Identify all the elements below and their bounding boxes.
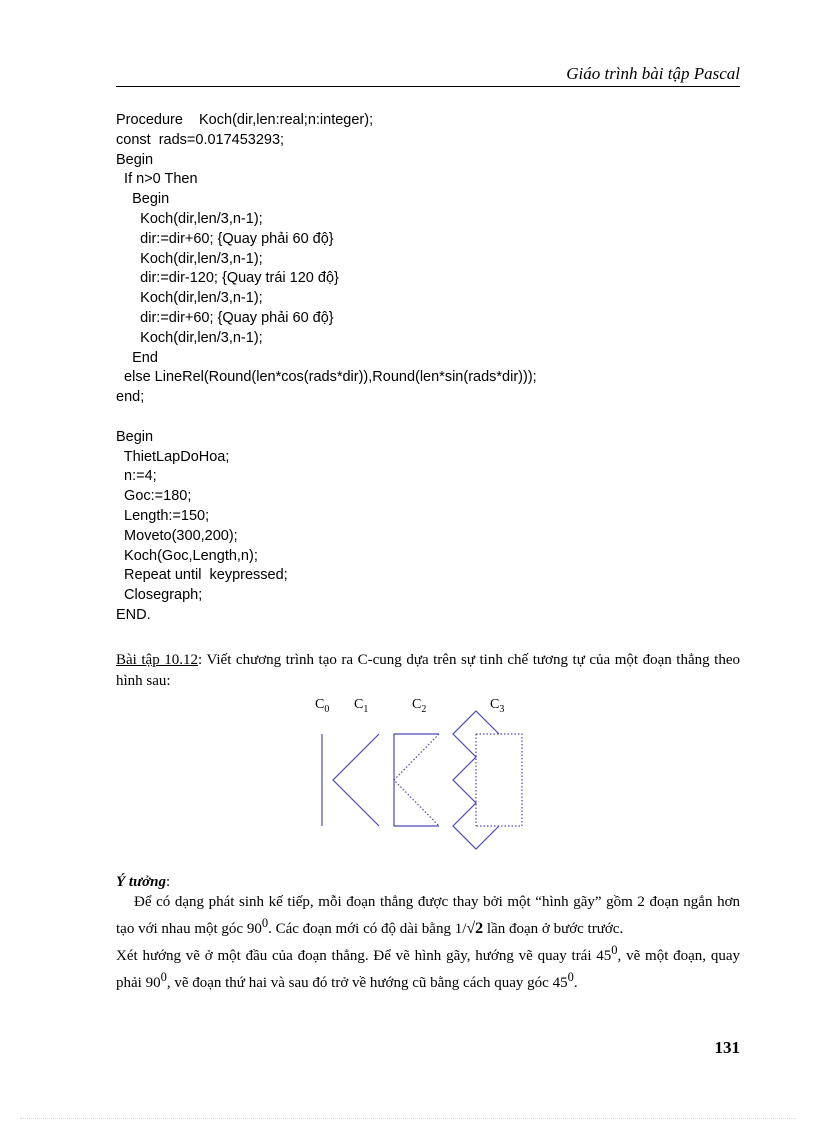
c2-outer-segments [394,734,439,826]
exercise-label: Bài tập 10.12 [116,652,198,668]
code-line: Closegraph; [116,587,203,604]
figure-label-c3: $C_3$ [490,697,505,715]
code-line: END. [116,606,151,623]
code-line: dir:=dir-120; {Quay trái 120 độ} [116,270,339,287]
figure-label-c2: $C_2$ [412,697,427,715]
code-line: Procedure Koch(dir,len:real;n:integer); [116,112,374,128]
code-line: ThietLapDoHoa; [116,448,230,465]
code-line: Moveto(300,200); [116,527,238,544]
page-number: 131 [714,1038,740,1057]
code-line: else LineRel(Round(len*cos(rads*dir)),Round(len*sin(rads*dir))); [116,369,537,386]
page-header-title: Giáo trình bài tập Pascal [566,64,740,83]
code-line: n:=4; [116,468,157,485]
idea-heading: Ý tưởng: [116,874,171,890]
code-line: Repeat until keypressed; [116,567,288,584]
figure-label-c0: $C_0$ [315,697,330,715]
code-line: Goc:=180; [116,488,192,505]
header-rule [116,86,740,87]
code-block [116,111,537,626]
code-line: dir:=dir+60; {Quay phải 60 độ} [116,309,334,326]
c2-inner-diagonals [394,734,439,826]
c1-curve [333,734,379,826]
exercise-text: : Viết chương trình tạo ra C-cung dựa trên sự tinh chế tương tự của một đoạn thẳng theo hình sau: [116,652,741,689]
code-line [116,408,537,428]
page-bottom-rule [20,1118,796,1119]
code-line: const rads=0.017453293; [116,131,285,148]
code-line: Koch(dir,len/3,n-1); [116,290,263,307]
code-line: End [116,349,158,366]
exercise-statement [116,650,740,692]
idea-paragraph-2: Xét hướng vẽ ở một đầu của đoạn thẳng. Để vẽ hình gãy, hướng vẽ quay trái $45^0$, vẽ một đoạn, quay phải $90^0$, vẽ đoạn thứ hai và sau đó trở về hướng cũ bằng cách quay góc $45^0$. [116,943,740,991]
code-line: Begin [116,428,154,445]
code-line: Koch(dir,len/3,n-1); [116,250,263,267]
c-curve-figure [300,694,540,854]
code-line: If n>0 Then [116,171,198,188]
code-line: Koch(Goc,Length,n); [116,547,258,564]
code-line: Koch(dir,len/3,n-1); [116,329,263,346]
figure-label-c1: $C_1$ [354,697,369,715]
idea-body [116,892,740,994]
c3-dotted-bracket [476,734,522,826]
code-line: dir:=dir+60; {Quay phải 60 độ} [116,230,334,247]
idea-paragraph-1: Để có dạng phát sinh kế tiếp, mỗi đoạn thẳng được thay bởi một “hình gãy” gồm 2 đoạn ngắn hơn tạo với nhau một góc $90^0$. Các đoạn mới có độ dài bằng 1/√2 lần đoạn ở bước trước. [116,894,740,937]
code-line: Length:=150; [116,507,210,524]
code-line: Begin [116,191,170,208]
code-line: end; [116,389,145,406]
code-line: Koch(dir,len/3,n-1); [116,210,263,227]
code-line: Begin [116,151,154,168]
